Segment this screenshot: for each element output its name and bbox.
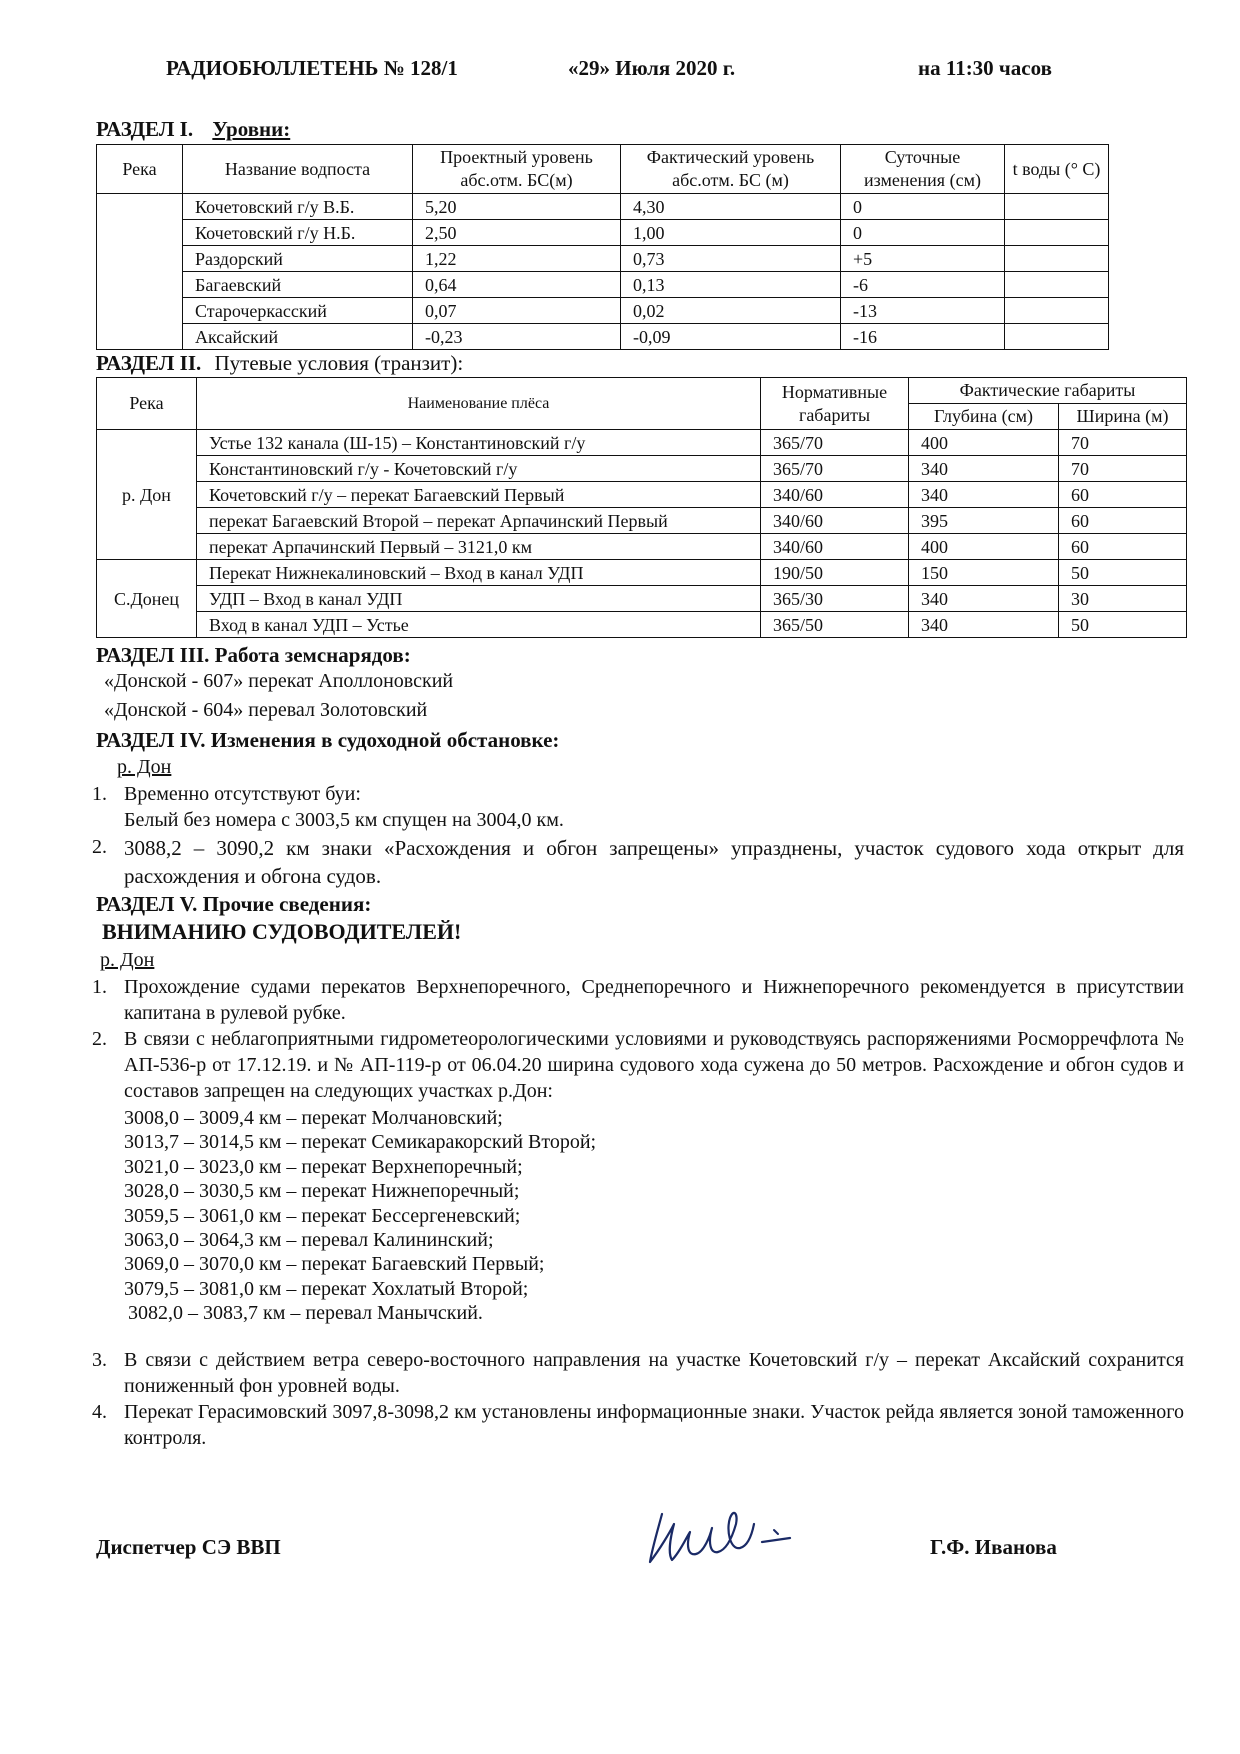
actual-depth: 340 xyxy=(909,612,1059,638)
section4-river: р. Дон xyxy=(117,756,172,778)
daily-change: -6 xyxy=(841,272,1005,298)
gauge-name: Кочетовский г/у Н.Б. xyxy=(183,220,413,246)
section3-title: РАЗДЕЛ III. Работа земснарядов: xyxy=(96,643,411,667)
dispatcher-name: Г.Ф. Иванова xyxy=(930,1535,1057,1559)
design-level: -0,23 xyxy=(413,324,621,350)
gauge-name: Багаевский xyxy=(183,272,413,298)
section5-river: р. Дон xyxy=(100,949,155,971)
actual-level: -0,09 xyxy=(621,324,841,350)
dispatcher-position: Диспетчер СЭ ВВП xyxy=(96,1535,281,1559)
actual-level: 4,30 xyxy=(621,194,841,220)
normative-dims: 365/30 xyxy=(761,586,909,612)
actual-width: 30 xyxy=(1059,586,1187,612)
handwritten-signature xyxy=(640,1494,810,1574)
attention-heading: ВНИМАНИЮ СУДОВОДИТЕЛЕЙ! xyxy=(102,919,462,944)
transit-row xyxy=(97,430,1187,456)
normative-dims: 365/50 xyxy=(761,612,909,638)
gauge-name: Аксайский xyxy=(183,324,413,350)
transit-row xyxy=(97,612,1187,638)
transit-row xyxy=(97,456,1187,482)
actual-width: 60 xyxy=(1059,482,1187,508)
actual-width: 50 xyxy=(1059,560,1187,586)
section1-heading xyxy=(96,117,290,142)
reach-name: Перекат Нижнекалиновский – Вход в канал УДП xyxy=(197,560,761,586)
design-level: 2,50 xyxy=(413,220,621,246)
levels-table-body xyxy=(97,194,1109,350)
actual-depth: 340 xyxy=(909,456,1059,482)
normative-dims: 190/50 xyxy=(761,560,909,586)
bulletin-title: РАДИОБЮЛЛЕТЕНЬ № 128/1 xyxy=(166,56,458,80)
col-actual: Фактические габариты xyxy=(909,378,1187,404)
actual-width: 60 xyxy=(1059,534,1187,560)
restricted-section-item: 3063,0 – 3064,3 км – перевал Калининский; xyxy=(124,1228,494,1251)
design-level: 0,64 xyxy=(413,272,621,298)
col-width: Ширина (м) xyxy=(1059,404,1187,430)
section5-item4-num: 4. xyxy=(92,1401,107,1423)
col-river: Река xyxy=(97,378,197,430)
transit-row xyxy=(97,508,1187,534)
levels-row xyxy=(97,298,1109,324)
gauge-name: Старочеркасский xyxy=(183,298,413,324)
section4-item1-num: 1. xyxy=(92,783,107,805)
col-reach: Наименование плёса xyxy=(197,378,761,430)
reach-name: перекат Арпачинский Первый – 3121,0 км xyxy=(197,534,761,560)
levels-row xyxy=(97,324,1109,350)
section1-subtitle: Уровни: xyxy=(212,117,291,141)
col-design-level: Проектный уровень абс.отм. БС(м) xyxy=(413,145,621,194)
section5-item3-text: В связи с действием ветра северо-восточного направления на участке Кочетовский г/у – перекат Аксайский сохранится пониженный фон уровней воды. xyxy=(124,1349,1184,1397)
reach-name: Устье 132 канала (Ш-15) – Константиновский г/у xyxy=(197,430,761,456)
reach-name: Вход в канал УДП – Устье xyxy=(197,612,761,638)
section5-title: РАЗДЕЛ V. Прочие сведения: xyxy=(96,892,372,916)
section4-item2-num: 2. xyxy=(92,836,107,858)
restricted-section-item: 3069,0 – 3070,0 км – перекат Багаевский Первый; xyxy=(124,1253,545,1276)
actual-width: 70 xyxy=(1059,430,1187,456)
section2-title: РАЗДЕЛ II. xyxy=(96,351,202,375)
gauge-name: Кочетовский г/у В.Б. xyxy=(183,194,413,220)
actual-level: 1,00 xyxy=(621,220,841,246)
col-depth: Глубина (см) xyxy=(909,404,1059,430)
water-temp xyxy=(1005,272,1109,298)
daily-change: 0 xyxy=(841,220,1005,246)
actual-level: 0,13 xyxy=(621,272,841,298)
col-gauge: Название водпоста xyxy=(183,145,413,194)
transit-row xyxy=(97,560,1187,586)
normative-dims: 365/70 xyxy=(761,456,909,482)
water-temp xyxy=(1005,298,1109,324)
reach-name: Константиновский г/у - Кочетовский г/у xyxy=(197,456,761,482)
section5-item2-num: 2. xyxy=(92,1028,107,1050)
design-level: 0,07 xyxy=(413,298,621,324)
transit-table xyxy=(96,377,1187,638)
river-group-cell: р. Дон xyxy=(97,430,197,560)
col-normative: Нормативные габариты xyxy=(761,378,909,430)
section1-title: РАЗДЕЛ I. xyxy=(96,117,194,141)
levels-table xyxy=(96,144,1109,350)
bulletin-header xyxy=(0,56,1240,86)
levels-row xyxy=(97,272,1109,298)
restricted-section-item: 3021,0 – 3023,0 км – перекат Верхнепоречный; xyxy=(124,1155,523,1178)
section5-item1-text: Прохождение судами перекатов Верхнепоречного, Среднепоречного и Нижнепоречного рекомендуется в присутствии капитана в рулевой рубке. xyxy=(124,976,1184,1024)
normative-dims: 340/60 xyxy=(761,482,909,508)
normative-dims: 365/70 xyxy=(761,430,909,456)
river-group-cell: С.Донец xyxy=(97,560,197,638)
reach-name: УДП – Вход в канал УДП xyxy=(197,586,761,612)
col-daily-change: Суточные изменения (см) xyxy=(841,145,1005,194)
normative-dims: 340/60 xyxy=(761,534,909,560)
water-temp xyxy=(1005,220,1109,246)
gauge-name: Раздорский xyxy=(183,246,413,272)
design-level: 1,22 xyxy=(413,246,621,272)
levels-row xyxy=(97,246,1109,272)
section5-item3-num: 3. xyxy=(92,1349,107,1371)
col-water-temp: t воды (° С) xyxy=(1005,145,1109,194)
section5-item2-text: В связи с неблагоприятными гидрометеорологическими условиями и руководствуясь распоряжениями Росморречфлота № АП-536-р от 17.12.19. и № АП-119-р от 06.04.20 ширина судового хода сужена до 50 метров. Расхождение и обгон судов и составов запрещен на следующих участках р.Дон: xyxy=(124,1028,1184,1102)
col-actual-level: Фактический уровень абс.отм. БС (м) xyxy=(621,145,841,194)
levels-row xyxy=(97,220,1109,246)
restricted-section-item: 3008,0 – 3009,4 км – перекат Молчановский; xyxy=(124,1107,503,1129)
bulletin-date: «29» Июля 2020 г. xyxy=(568,56,736,80)
section4-item1-body: Белый без номера с 3003,5 км спущен на 3004,0 км. xyxy=(124,809,564,831)
col-river: Река xyxy=(97,145,183,194)
actual-level: 0,02 xyxy=(621,298,841,324)
actual-width: 60 xyxy=(1059,508,1187,534)
actual-depth: 400 xyxy=(909,430,1059,456)
section4-title: РАЗДЕЛ IV. Изменения в судоходной обстановке: xyxy=(96,728,560,752)
reach-name: Кочетовский г/у – перекат Багаевский Первый xyxy=(197,482,761,508)
section2-heading xyxy=(96,351,463,376)
restricted-section-item: 3013,7 – 3014,5 км – перекат Семикаракорский Второй; xyxy=(124,1131,597,1154)
dredger-line-1: «Донской - 607» перекат Аполлоновский xyxy=(104,670,454,692)
restricted-section-item: 3079,5 – 3081,0 км – перекат Хохлатый Второй; xyxy=(124,1277,529,1300)
section5-item1-num: 1. xyxy=(92,976,107,998)
restricted-section-item: 3059,5 – 3061,0 км – перекат Бессергеневский; xyxy=(124,1204,521,1227)
design-level: 5,20 xyxy=(413,194,621,220)
section4-item2-text: 3088,2 – 3090,2 км знаки «Расхождения и обгон запрещены» упразднены, участок судового хода открыт для расхождения и обгона судов. xyxy=(124,836,1184,888)
section4-item1-head: Временно отсутствуют буи: xyxy=(124,783,361,805)
daily-change: +5 xyxy=(841,246,1005,272)
daily-change: 0 xyxy=(841,194,1005,220)
section5-item4-text: Перекат Герасимовский 3097,8-3098,2 км установлены информационные знаки. Участок рейда является зоной таможенного контроля. xyxy=(124,1401,1184,1449)
actual-depth: 395 xyxy=(909,508,1059,534)
actual-width: 50 xyxy=(1059,612,1187,638)
section2-subtitle: Путевые условия (транзит): xyxy=(214,351,464,375)
actual-depth: 340 xyxy=(909,586,1059,612)
actual-width: 70 xyxy=(1059,456,1187,482)
normative-dims: 340/60 xyxy=(761,508,909,534)
restricted-sections-list xyxy=(124,1106,824,1326)
daily-change: -16 xyxy=(841,324,1005,350)
daily-change: -13 xyxy=(841,298,1005,324)
water-temp xyxy=(1005,324,1109,350)
reach-name: перекат Багаевский Второй – перекат Арпачинский Первый xyxy=(197,508,761,534)
actual-depth: 150 xyxy=(909,560,1059,586)
transit-row xyxy=(97,482,1187,508)
restricted-section-item: 3082,0 – 3083,7 км – перевал Манычский. xyxy=(128,1302,483,1325)
actual-depth: 340 xyxy=(909,482,1059,508)
river-cell xyxy=(97,194,183,350)
transit-table-body xyxy=(97,430,1187,638)
transit-row xyxy=(97,534,1187,560)
water-temp xyxy=(1005,194,1109,220)
water-temp xyxy=(1005,246,1109,272)
restricted-section-item: 3028,0 – 3030,5 км – перекат Нижнепоречный; xyxy=(124,1180,520,1203)
actual-level: 0,73 xyxy=(621,246,841,272)
actual-depth: 400 xyxy=(909,534,1059,560)
transit-row xyxy=(97,586,1187,612)
levels-row xyxy=(97,194,1109,220)
bulletin-time: на 11:30 часов xyxy=(918,56,1052,80)
dredger-line-2: «Донской - 604» перевал Золотовский xyxy=(104,699,428,721)
